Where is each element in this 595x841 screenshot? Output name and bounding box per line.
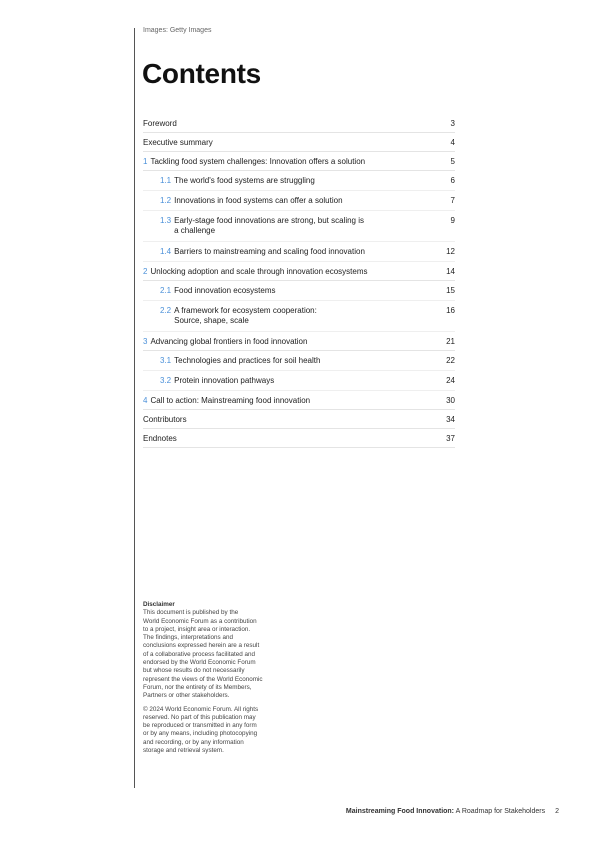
toc-entry-number: 1.3: [160, 216, 172, 225]
toc-entry-title: Endnotes: [143, 434, 177, 443]
toc-entry-page: 22: [446, 356, 455, 365]
toc-entry-page: 21: [446, 337, 455, 346]
toc-entry-title: Unlocking adoption and scale through innovation ecosystems: [150, 267, 368, 276]
toc-entry-number: 1.1: [160, 176, 172, 185]
toc-entry[interactable]: [143, 301, 455, 332]
toc-entry[interactable]: [143, 152, 455, 171]
toc-entry-title: Advancing global frontiers in food innovation: [150, 337, 308, 346]
toc-entry-label: [160, 176, 315, 186]
toc-entry-label: [160, 247, 365, 257]
toc-entry[interactable]: [143, 211, 455, 242]
toc-entry-page: 3: [450, 119, 455, 128]
copyright-notice: © 2024 World Economic Forum. All rights reserved. No part of this publication may be reproduced or transmitted in any form or by any means, including photocopying and recording, or by any information storage and retrieval system.: [143, 705, 259, 755]
page-number: 2: [555, 808, 559, 815]
toc-entry-page: 4: [450, 138, 455, 147]
toc-entry-title: Contributors: [143, 415, 187, 424]
toc-entry-label: [160, 356, 320, 366]
toc-entry-number: 3.2: [160, 376, 172, 385]
toc-entry-number: 2.1: [160, 286, 172, 295]
margin-rule: [134, 28, 135, 788]
toc-entry-title: Protein innovation pathways: [174, 376, 275, 385]
toc-entry-label: [143, 138, 213, 148]
toc-entry-label: [143, 337, 307, 347]
footer-subtitle: A Roadmap for Stakeholders: [454, 808, 546, 815]
toc-entry[interactable]: [143, 262, 455, 281]
toc-entry-number: 1.2: [160, 196, 172, 205]
toc-entry-title: Executive summary: [143, 138, 213, 147]
toc-entry-number: 1: [143, 157, 148, 166]
toc-entry-label: [143, 396, 310, 406]
toc-entry-number: 3.1: [160, 356, 172, 365]
page-footer: [346, 808, 559, 815]
toc-entry[interactable]: [143, 391, 455, 410]
toc-entry[interactable]: [143, 281, 455, 301]
toc-entry-page: 30: [446, 396, 455, 405]
disclaimer-body: This document is published by the World Economic Forum as a contribution to a project, insight area or interaction. The findings, interpretations and conclusions expressed herein are a result of a collaborative process facilitated and endorsed by the World Economic Forum but whose results do not necessarily represent the views of the World Economic Forum, nor the entirety of its Members, Partners or other stakeholders.: [143, 609, 263, 700]
toc-entry[interactable]: [143, 171, 455, 191]
toc-entry-number: 3: [143, 337, 148, 346]
toc-entry-page: 9: [450, 216, 455, 225]
toc-entry-label: [143, 267, 367, 277]
table-of-contents: [143, 114, 455, 448]
toc-entry-title: Food innovation ecosystems: [174, 286, 276, 295]
toc-entry-label: [143, 157, 365, 167]
toc-entry-label: [160, 376, 274, 386]
toc-entry-label: [160, 216, 364, 236]
toc-entry-title: Foreword: [143, 119, 177, 128]
toc-entry-label: [160, 286, 276, 296]
toc-entry[interactable]: [143, 410, 455, 429]
toc-entry-page: 6: [450, 176, 455, 185]
footer-title: Mainstreaming Food Innovation:: [345, 808, 455, 815]
image-credit: Images: Getty Images: [143, 27, 212, 34]
disclaimer-title: Disclaimer: [143, 601, 175, 608]
toc-entry-title: Call to action: Mainstreaming food innovation: [150, 396, 311, 405]
toc-entry-label: [160, 196, 343, 206]
toc-entry-page: 37: [446, 434, 455, 443]
toc-entry[interactable]: [143, 114, 455, 133]
toc-entry-label: [143, 434, 177, 444]
toc-entry-page: 15: [446, 286, 455, 295]
toc-entry-number: 1.4: [160, 247, 172, 256]
toc-entry-page: 24: [446, 376, 455, 385]
toc-entry[interactable]: [143, 191, 455, 211]
toc-entry[interactable]: [143, 133, 455, 152]
toc-entry-page: 5: [450, 157, 455, 166]
toc-entry-number: 2: [143, 267, 148, 276]
toc-entry[interactable]: [143, 351, 455, 371]
toc-entry-title: A framework for ecosystem cooperation: Source, shape, scale: [174, 306, 317, 325]
toc-entry-title: Technologies and practices for soil health: [174, 356, 321, 365]
toc-entry-page: 7: [450, 196, 455, 205]
toc-entry[interactable]: [143, 332, 455, 351]
toc-entry-number: 4: [143, 396, 148, 405]
toc-entry-page: 34: [446, 415, 455, 424]
toc-entry-title: Tackling food system challenges: Innovation offers a solution: [150, 157, 366, 166]
toc-entry-label: [143, 415, 187, 425]
toc-entry-page: 14: [446, 267, 455, 276]
toc-entry-title: Early-stage food innovations are strong, but scaling is a challenge: [174, 216, 365, 235]
toc-entry-label: [143, 119, 177, 129]
toc-entry-label: [160, 306, 317, 326]
toc-entry[interactable]: [143, 242, 455, 262]
toc-entry-title: Innovations in food systems can offer a solution: [174, 196, 343, 205]
toc-entry-number: 2.2: [160, 306, 172, 315]
toc-entry-title: Barriers to mainstreaming and scaling food innovation: [174, 247, 365, 256]
toc-entry-page: 16: [446, 306, 455, 315]
toc-entry-title: The world's food systems are struggling: [174, 176, 315, 185]
toc-entry[interactable]: [143, 371, 455, 391]
toc-entry-page: 12: [446, 247, 455, 256]
disclaimer: [143, 601, 293, 755]
page-title: Contents: [142, 58, 261, 89]
toc-entry[interactable]: [143, 429, 455, 448]
